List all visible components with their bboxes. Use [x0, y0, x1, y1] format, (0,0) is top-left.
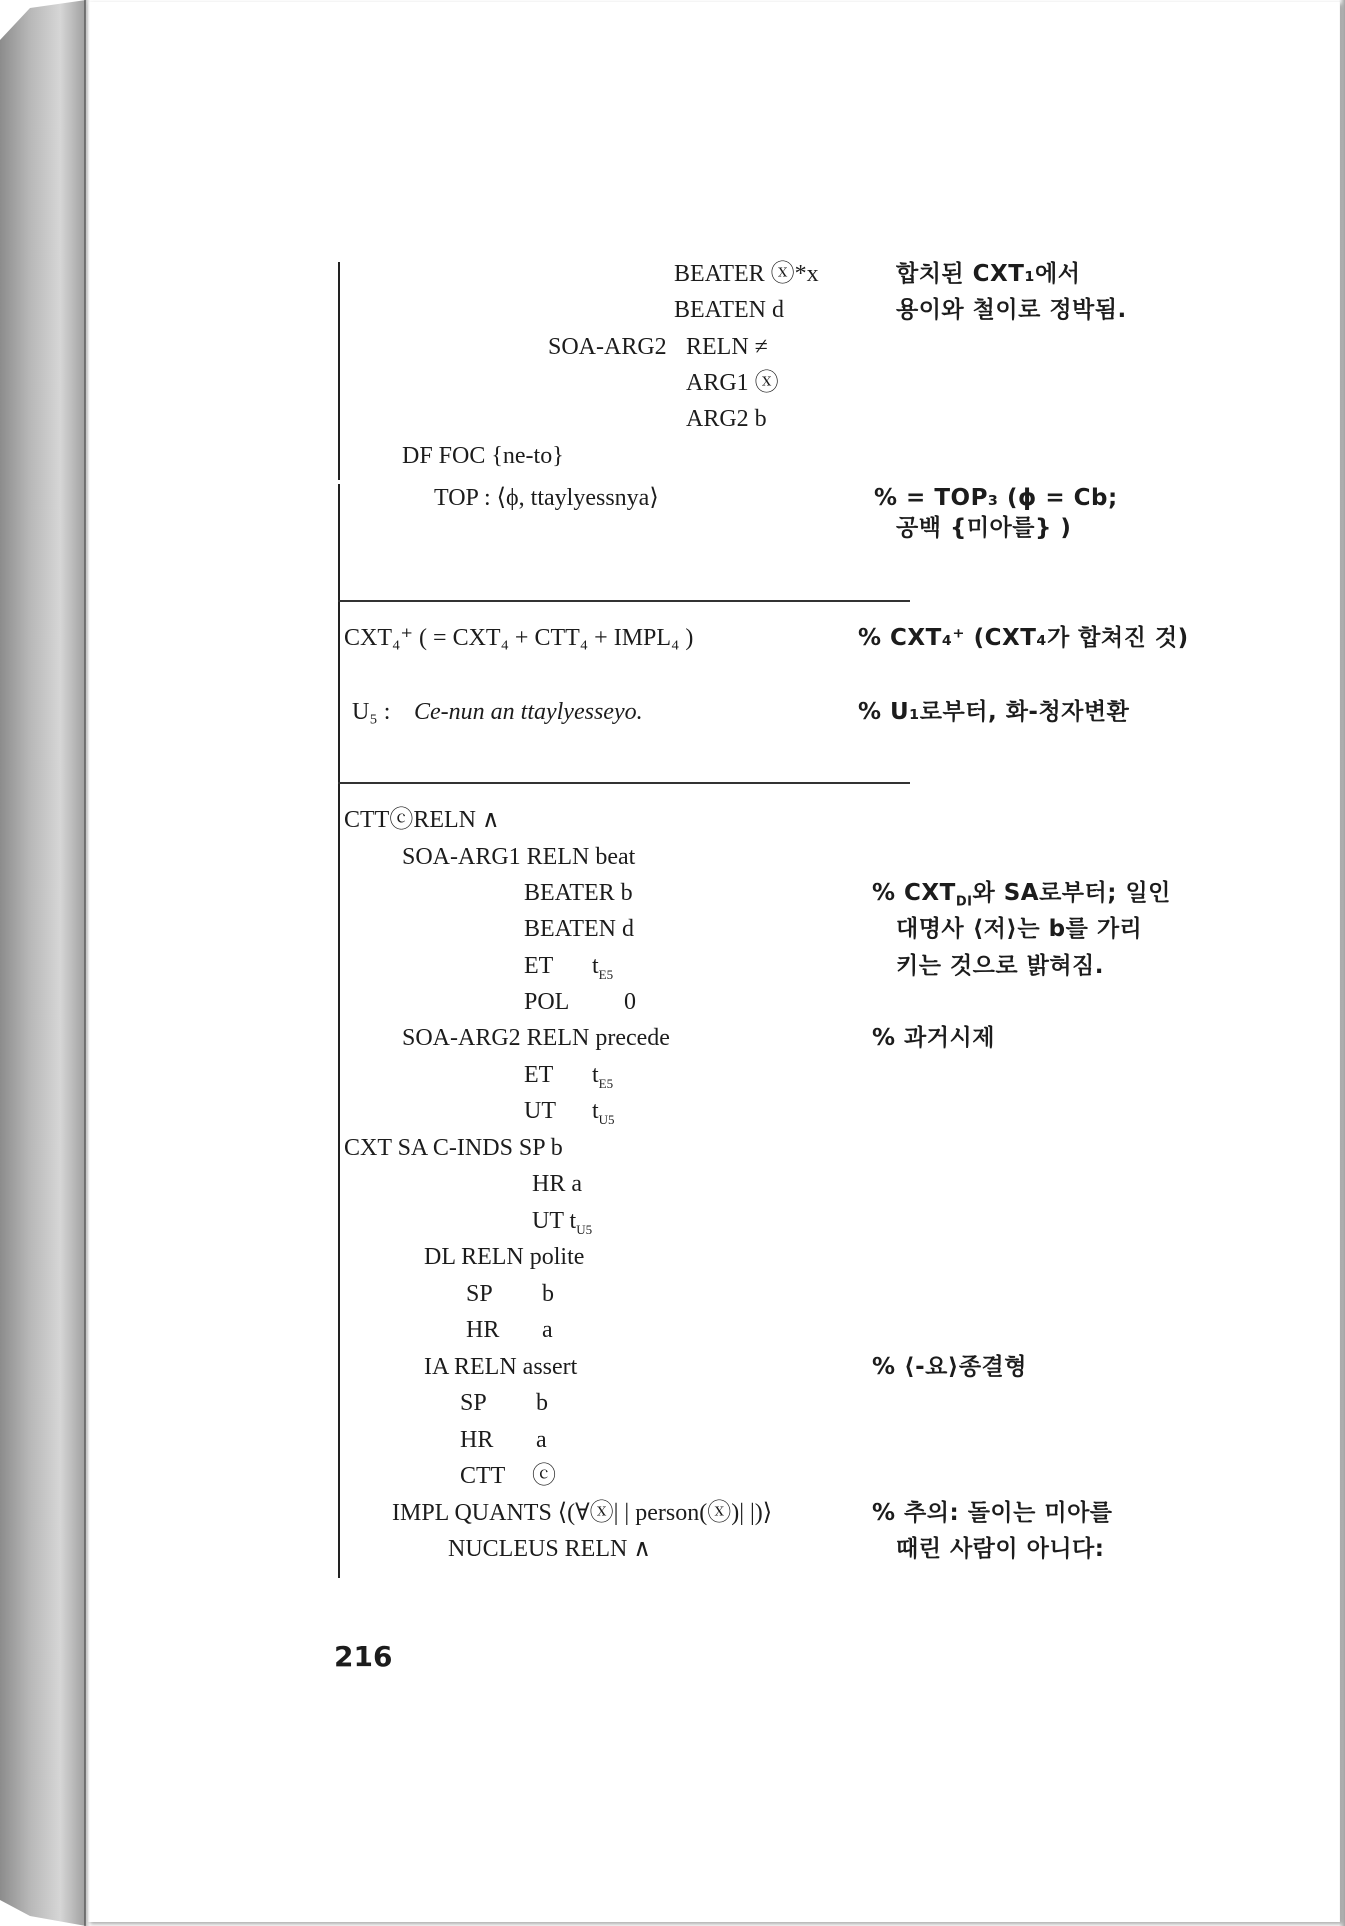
note-implicature: % 추의: 돌이는 미아를 — [872, 1500, 1113, 1526]
subscript-u5: U5 — [598, 1111, 615, 1127]
note-revealed: 키는 것으로 밝혀짐. — [896, 953, 1104, 979]
soa-arg2-precede-line: SOA-ARG2 RELN precede — [402, 1025, 670, 1051]
note-merged-cxt: 합치된 CXT₁에서 — [896, 261, 1081, 287]
impl-quants-line: IMPL QUANTS ⟨(∀ⓧ| | person(ⓧ)| |)⟩ — [392, 1500, 773, 1526]
bracket-line-top — [338, 262, 340, 480]
soa-arg2-label: SOA-ARG2 — [548, 334, 667, 360]
subscript-u5: U5 — [576, 1221, 593, 1237]
df-foc-line: DF FOC {ne-to} — [402, 443, 564, 469]
ia-hr-value: a — [536, 1427, 547, 1453]
arg1-line: ARG1 ⓧ — [686, 370, 779, 396]
divider-1 — [338, 600, 910, 602]
note-past-tense: % 과거시제 — [872, 1025, 995, 1051]
dl-reln-line: DL RELN polite — [424, 1244, 585, 1270]
note-blank: 공백 {미아를} ) — [896, 515, 1072, 541]
ia-reln-line: IA RELN assert — [424, 1354, 578, 1380]
et-value-2 — [592, 1061, 613, 1098]
pol-value: 0 — [624, 989, 636, 1015]
u5-note: % U₁로부터, 화-청자변환 — [858, 699, 1130, 725]
soa-arg1-line: SOA-ARG1 RELN beat — [402, 844, 636, 870]
et-value-1 — [592, 952, 613, 989]
et-label-2: ET — [524, 1062, 554, 1088]
t-symbol: t — [592, 953, 599, 979]
note-anchored: 용이와 철이로 정박됨. — [896, 297, 1127, 323]
subscript-e5: E5 — [598, 1075, 614, 1091]
reln-neq: RELN ≠ — [686, 334, 768, 360]
dl-sp-value: b — [542, 1281, 554, 1307]
hr-a-line: HR a — [532, 1171, 582, 1197]
subscript-e5: E5 — [598, 966, 614, 982]
note-pronoun: 대명사 ⟨저⟩는 b를 가리 — [896, 916, 1143, 942]
ia-sp-label: SP — [460, 1390, 487, 1416]
note-top3: % = TOP₃ (ϕ = Cb; — [874, 485, 1118, 511]
ut-value-1 — [592, 1097, 615, 1134]
ctt-reln-line: CTTⓒRELN ∧ — [344, 807, 500, 833]
arg2-line: ARG2 b — [686, 406, 767, 432]
t-symbol: t — [592, 1062, 599, 1088]
ia-sp-value: b — [536, 1390, 548, 1416]
divider-2 — [338, 782, 910, 784]
note-cxt-suffix: 와 SA로부터; 일인 — [972, 880, 1171, 906]
ia-ctt-value: ⓒ — [532, 1463, 556, 1489]
et-label-1: ET — [524, 953, 554, 979]
beaten-d-line: BEATEN d — [524, 916, 634, 942]
dl-hr-label: HR — [466, 1317, 500, 1343]
note-ending: % ⟨-요⟩종결형 — [872, 1354, 1027, 1380]
top-line: TOP : ⟨ϕ, ttaylyessnya⟩ — [434, 485, 659, 511]
beater-line: BEATER ⓧ*x — [674, 261, 819, 287]
page-number: 216 — [334, 1640, 393, 1673]
t-symbol: t — [592, 1098, 599, 1124]
beaten-line: BEATEN d — [674, 297, 784, 323]
ut-t-line — [532, 1207, 592, 1244]
cxt4-plus-note: % CXT₄⁺ (CXT₄가 합쳐진 것) — [858, 625, 1189, 651]
book-spine-edge — [0, 0, 86, 1926]
nucleus-reln-line: NUCLEUS RELN ∧ — [448, 1536, 651, 1562]
cxt4-plus-line: CXT₄⁺ ( = CXT₄ + CTT₄ + IMPL₄ ) — [344, 625, 694, 651]
bracket-line-mid — [338, 484, 340, 1578]
note-not-hitter: 때린 사람이 아니다: — [896, 1536, 1105, 1562]
ia-ctt-label: CTT — [460, 1463, 506, 1489]
ut-t-text: UT t — [532, 1208, 577, 1234]
u5-utterance: Ce-nun an ttaylyesseyo. — [414, 699, 643, 725]
dl-hr-value: a — [542, 1317, 553, 1343]
ut-label-1: UT — [524, 1098, 556, 1124]
page-right-shadow — [1339, 0, 1345, 1926]
dl-sp-label: SP — [466, 1281, 493, 1307]
cxt-sa-line: CXT SA C-INDS SP b — [344, 1135, 563, 1161]
subscript-di: DI — [955, 894, 973, 910]
ia-hr-label: HR — [460, 1427, 494, 1453]
pol-label: POL — [524, 989, 570, 1015]
note-cxt-prefix: % CXT — [872, 880, 956, 906]
u5-label: U₅ : — [352, 699, 391, 725]
note-cxt-di — [872, 879, 1171, 917]
page-shadow — [84, 0, 90, 1926]
book-page — [88, 2, 1340, 1922]
beater-b-line: BEATER b — [524, 880, 633, 906]
